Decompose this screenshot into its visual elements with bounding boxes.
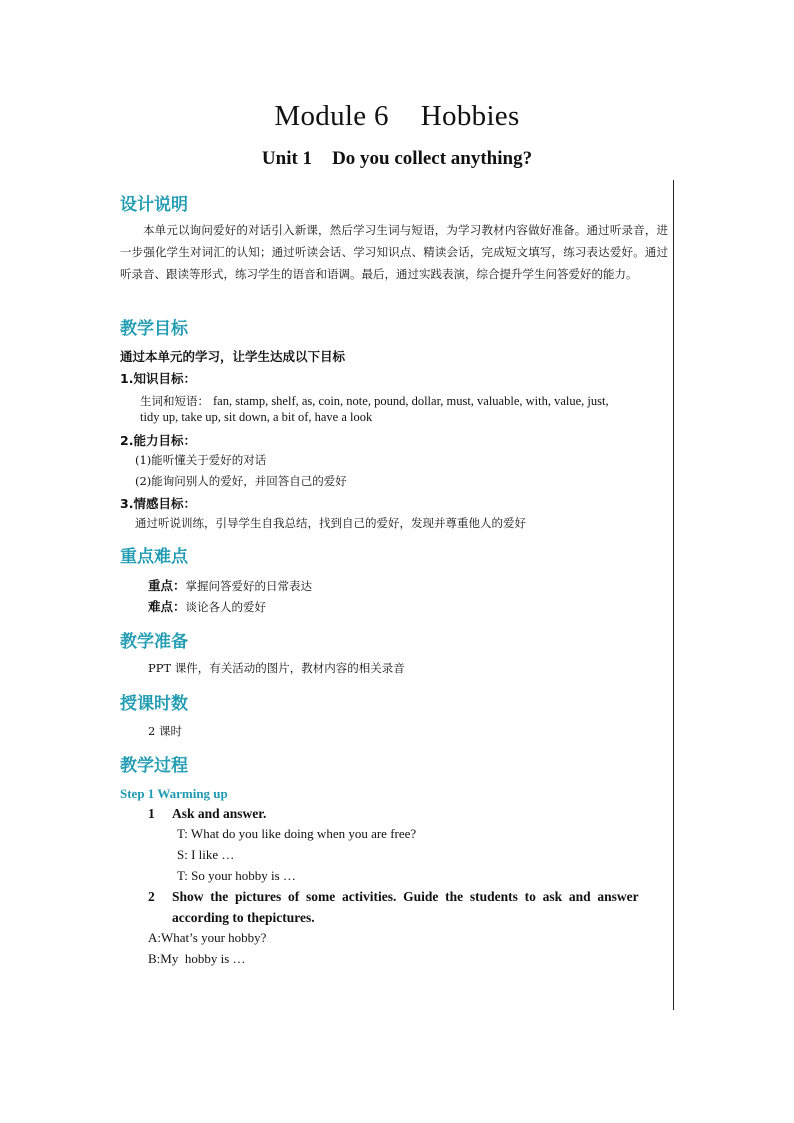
item-1-number: 1 (148, 806, 155, 821)
ability-item-1: (1)能听懂关于爱好的对话 (135, 453, 267, 467)
module-title: Hobbies (420, 100, 520, 132)
section-heading-duration: 授课时数 (120, 694, 188, 714)
dialog-1-line-1: T: What do you like doing when you are free? (177, 826, 417, 841)
knowledge-label: 1.知识目标： (120, 371, 196, 386)
section-heading-key-points: 重点难点 (120, 547, 188, 567)
module-number: Module 6 (274, 100, 389, 132)
section-heading-design: 设计说明 (120, 195, 188, 215)
emotion-label: 3.情感目标： (120, 496, 196, 511)
difficulty-line: 难点：谈论各人的爱好 (148, 599, 267, 614)
page-title (0, 100, 794, 133)
margin-rule (673, 180, 674, 1010)
item-2-title-line-1: Show the pictures of some activities. Guide the students to ask and answer (172, 889, 639, 904)
section-heading-preparation: 教学准备 (120, 632, 188, 652)
dialog-1-line-2: S: I like … (177, 847, 235, 862)
duration-text: 2 课时 (148, 724, 182, 738)
design-paragraph: 本单元以询问爱好的对话引入新课，然后学习生词与短语，为学习教材内容做好准备。通过听录音，进一步强化学生对词汇的认知；通过听读会话、学习知识点、精读会话，完成短文填写，练习表达爱好。通过听录音、跟读等形式，练习学生的语音和语调。最后，通过实践表演，综合提升学生问答爱好的能力。 (120, 223, 669, 281)
step-title: Step 1 Warming up (120, 786, 228, 801)
item-2-number: 2 (148, 889, 155, 904)
objectives-intro: 通过本单元的学习，让学生达成以下目标 (120, 349, 346, 364)
vocab-line-2: tidy up, take up, sit down, a bit of, have a look (140, 410, 373, 424)
ability-item-2: (2)能询问别人的爱好，并回答自己的爱好 (135, 474, 347, 488)
focus-line: 重点：掌握问答爱好的日常表达 (148, 578, 313, 593)
preparation-text: PPT 课件，有关活动的图片，教材内容的相关录音 (148, 661, 405, 675)
section-heading-process: 教学过程 (120, 756, 188, 776)
dialog-1-line-3: T: So your hobby is … (177, 868, 296, 883)
unit-number: Unit 1 (261, 148, 313, 169)
item-1-title: Ask and answer. (172, 806, 267, 821)
unit-title (0, 148, 794, 170)
unit-name: Do you collect anything? (332, 148, 533, 169)
ability-label: 2.能力目标： (120, 433, 196, 448)
item-2-title-line-2: according to thepictures. (172, 910, 315, 925)
dialog-2-line-2: B:My hobby is … (148, 951, 246, 966)
vocab-line-1: 生词和短语： fan, stamp, shelf, as, coin, note, pound, dollar, must, valuable, with, value, just, (140, 394, 609, 408)
section-heading-objectives: 教学目标 (120, 319, 188, 339)
dialog-2-line-1: A:What’s your hobby? (148, 930, 267, 945)
emotion-text: 通过听说训练，引导学生自我总结，找到自己的爱好，发现并尊重他人的爱好 (135, 516, 526, 530)
